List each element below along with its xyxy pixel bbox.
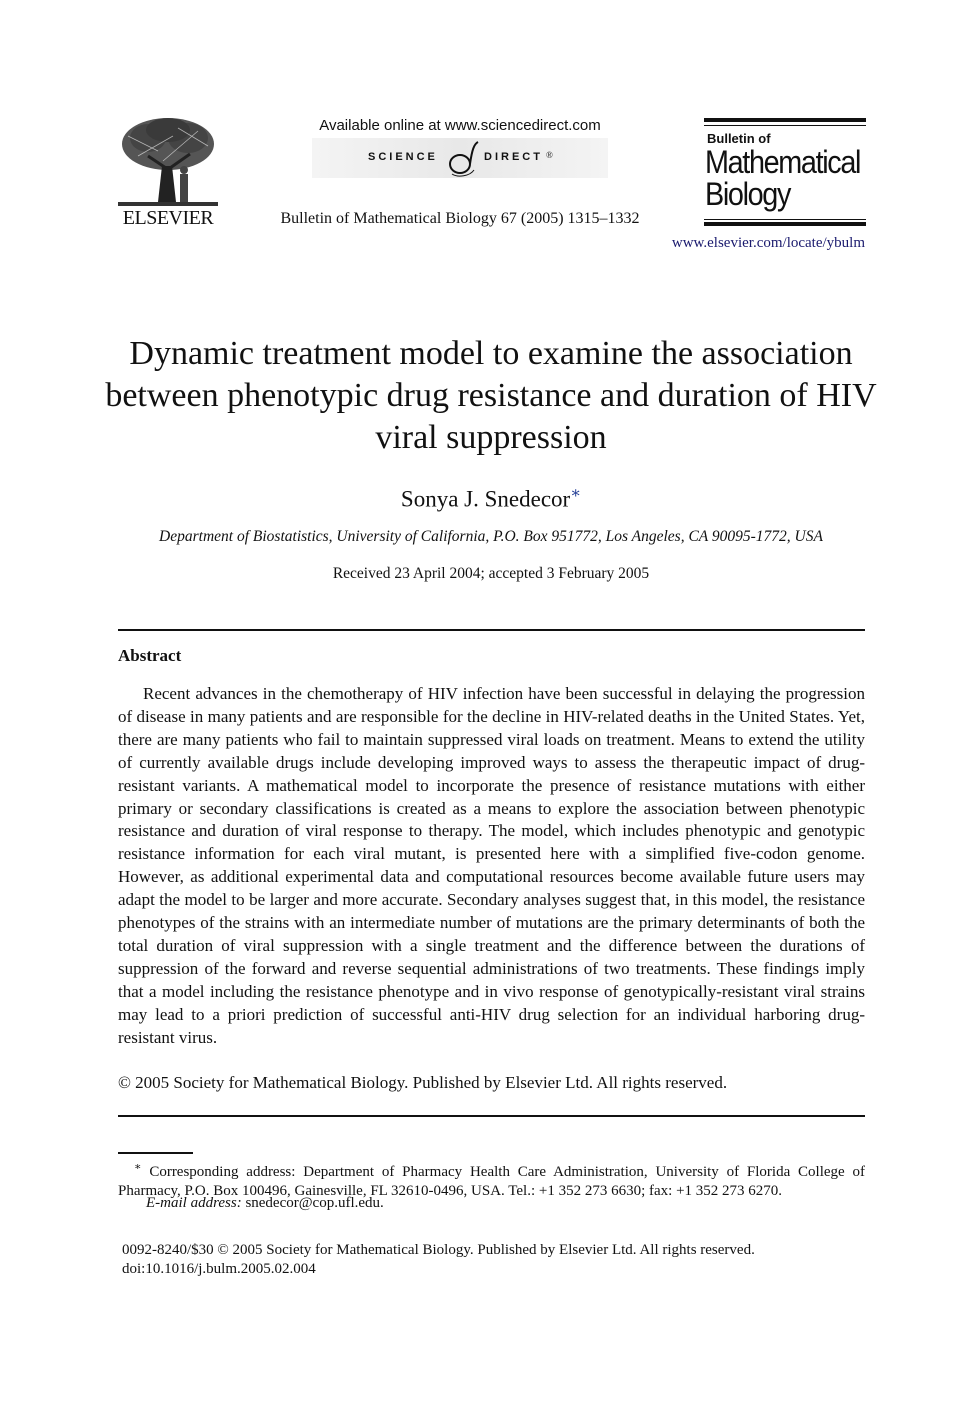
journal-logo-line2: Mathematical bbox=[705, 144, 861, 180]
abstract-heading: Abstract bbox=[118, 646, 182, 665]
journal-logo-line1: Bulletin of bbox=[707, 131, 771, 146]
abstract-copyright: © 2005 Society for Mathematical Biology. Published by Elsevier Ltd. All rights reserved. bbox=[118, 1073, 728, 1092]
abstract-bottom-rule bbox=[118, 1115, 865, 1117]
journal-logo bbox=[704, 118, 866, 228]
abstract-body: Recent advances in the chemotherapy of HIV infection have been successful in delaying the progression of disease in many patients and are responsible for the decline in HIV-related deaths in the United States. Yet, there are many patients who fail to maintain suppressed viral loads on treatment. Means to extend the utility of currently available drugs include developing improved ways to assess the therapeutic impact of drug-resistant variants. A mathematical model to incorporate the presence of resistance mutations with either primary or secondary classifications is created as a means to explore the association between phenotypic resistance and duration of viral response to therapy. The model, which includes phenotypic and genotypic resistance information for each viral mutant, is presented here with a simplified five-codon genome. However, as additional experimental data and computational resources become available future users may adapt the model to be larger and more accurate. Secondary analyses suggest that, in this model, the resistance phenotypes of the strains with an intermediate number of mutations are the primary determinants of both the total duration of viral suppression with a single treatment and the difference between the durations of suppression of the forward and reverse sequential administrations of two treatments. These findings imply that a model including the resistance phenotype and in vivo response of genotypically-resistant viral strains may lead to a priori prediction of successful anti-HIV drug selection for an individual harboring drug-resistant virus. bbox=[118, 684, 865, 1047]
footnote-rule bbox=[118, 1152, 193, 1154]
sciencedirect-logo bbox=[312, 138, 608, 178]
footnote-text: Corresponding address: Department of Pharmacy Health Care Administration, University of Florida College of Pharmacy, P.O. Box 100496, Gainesville, FL 32610-0496, USA. Tel.: +1 352 273 6630; fax: +1 352 273 6270. bbox=[118, 1164, 866, 1199]
journal-logo-line3: Biology bbox=[705, 176, 791, 212]
logo-top-rule bbox=[704, 118, 866, 122]
footnote-mark: ∗ bbox=[134, 1161, 142, 1173]
publisher-name: ELSEVIER bbox=[122, 207, 214, 229]
sciencedirect-right-word: DIRECT bbox=[484, 151, 543, 163]
abstract-top-rule bbox=[118, 629, 865, 631]
author-name: Sonya J. Snedecor bbox=[400, 486, 571, 512]
issn-line: 0092-8240/$30 © 2005 Society for Mathematical Biology. Published by Elsevier Ltd. All rights reserved. bbox=[122, 1242, 755, 1258]
author bbox=[100, 483, 882, 513]
author-footnote-mark[interactable]: ∗ bbox=[570, 485, 582, 502]
article-title: Dynamic treatment model to examine the association between phenotypic drug resistance and duration of HIV viral suppression bbox=[105, 335, 877, 456]
logo-bottom-thin-rule bbox=[704, 219, 866, 220]
received-dates: Received 23 April 2004; accepted 3 February 2005 bbox=[332, 565, 650, 582]
sciencedirect-availability: Available online at www.sciencedirect.com bbox=[319, 117, 601, 134]
journal-url-link[interactable]: www.elsevier.com/locate/ybulm bbox=[671, 235, 865, 251]
sciencedirect-d-icon bbox=[444, 140, 480, 178]
logo-bottom-rule bbox=[704, 222, 866, 226]
email-label: E-mail address: bbox=[146, 1195, 242, 1211]
journal-reference: Bulletin of Mathematical Biology 67 (2005) 1315–1332 bbox=[280, 210, 640, 227]
elsevier-tree-icon bbox=[118, 116, 218, 206]
email-line bbox=[146, 1195, 384, 1212]
doi-line[interactable]: doi:10.1016/j.bulm.2005.02.004 bbox=[122, 1261, 316, 1277]
sciencedirect-left-word: SCIENCE bbox=[368, 151, 438, 163]
affiliation: Department of Biostatistics, University of California, P.O. Box 951772, Los Angeles, CA 90095-1772, USA bbox=[159, 528, 823, 545]
email-address[interactable]: snedecor@cop.ufl.edu. bbox=[245, 1195, 384, 1211]
registered-mark: ® bbox=[546, 150, 553, 160]
logo-top-thin-rule bbox=[704, 125, 866, 126]
corresponding-footnote bbox=[118, 1158, 865, 1200]
